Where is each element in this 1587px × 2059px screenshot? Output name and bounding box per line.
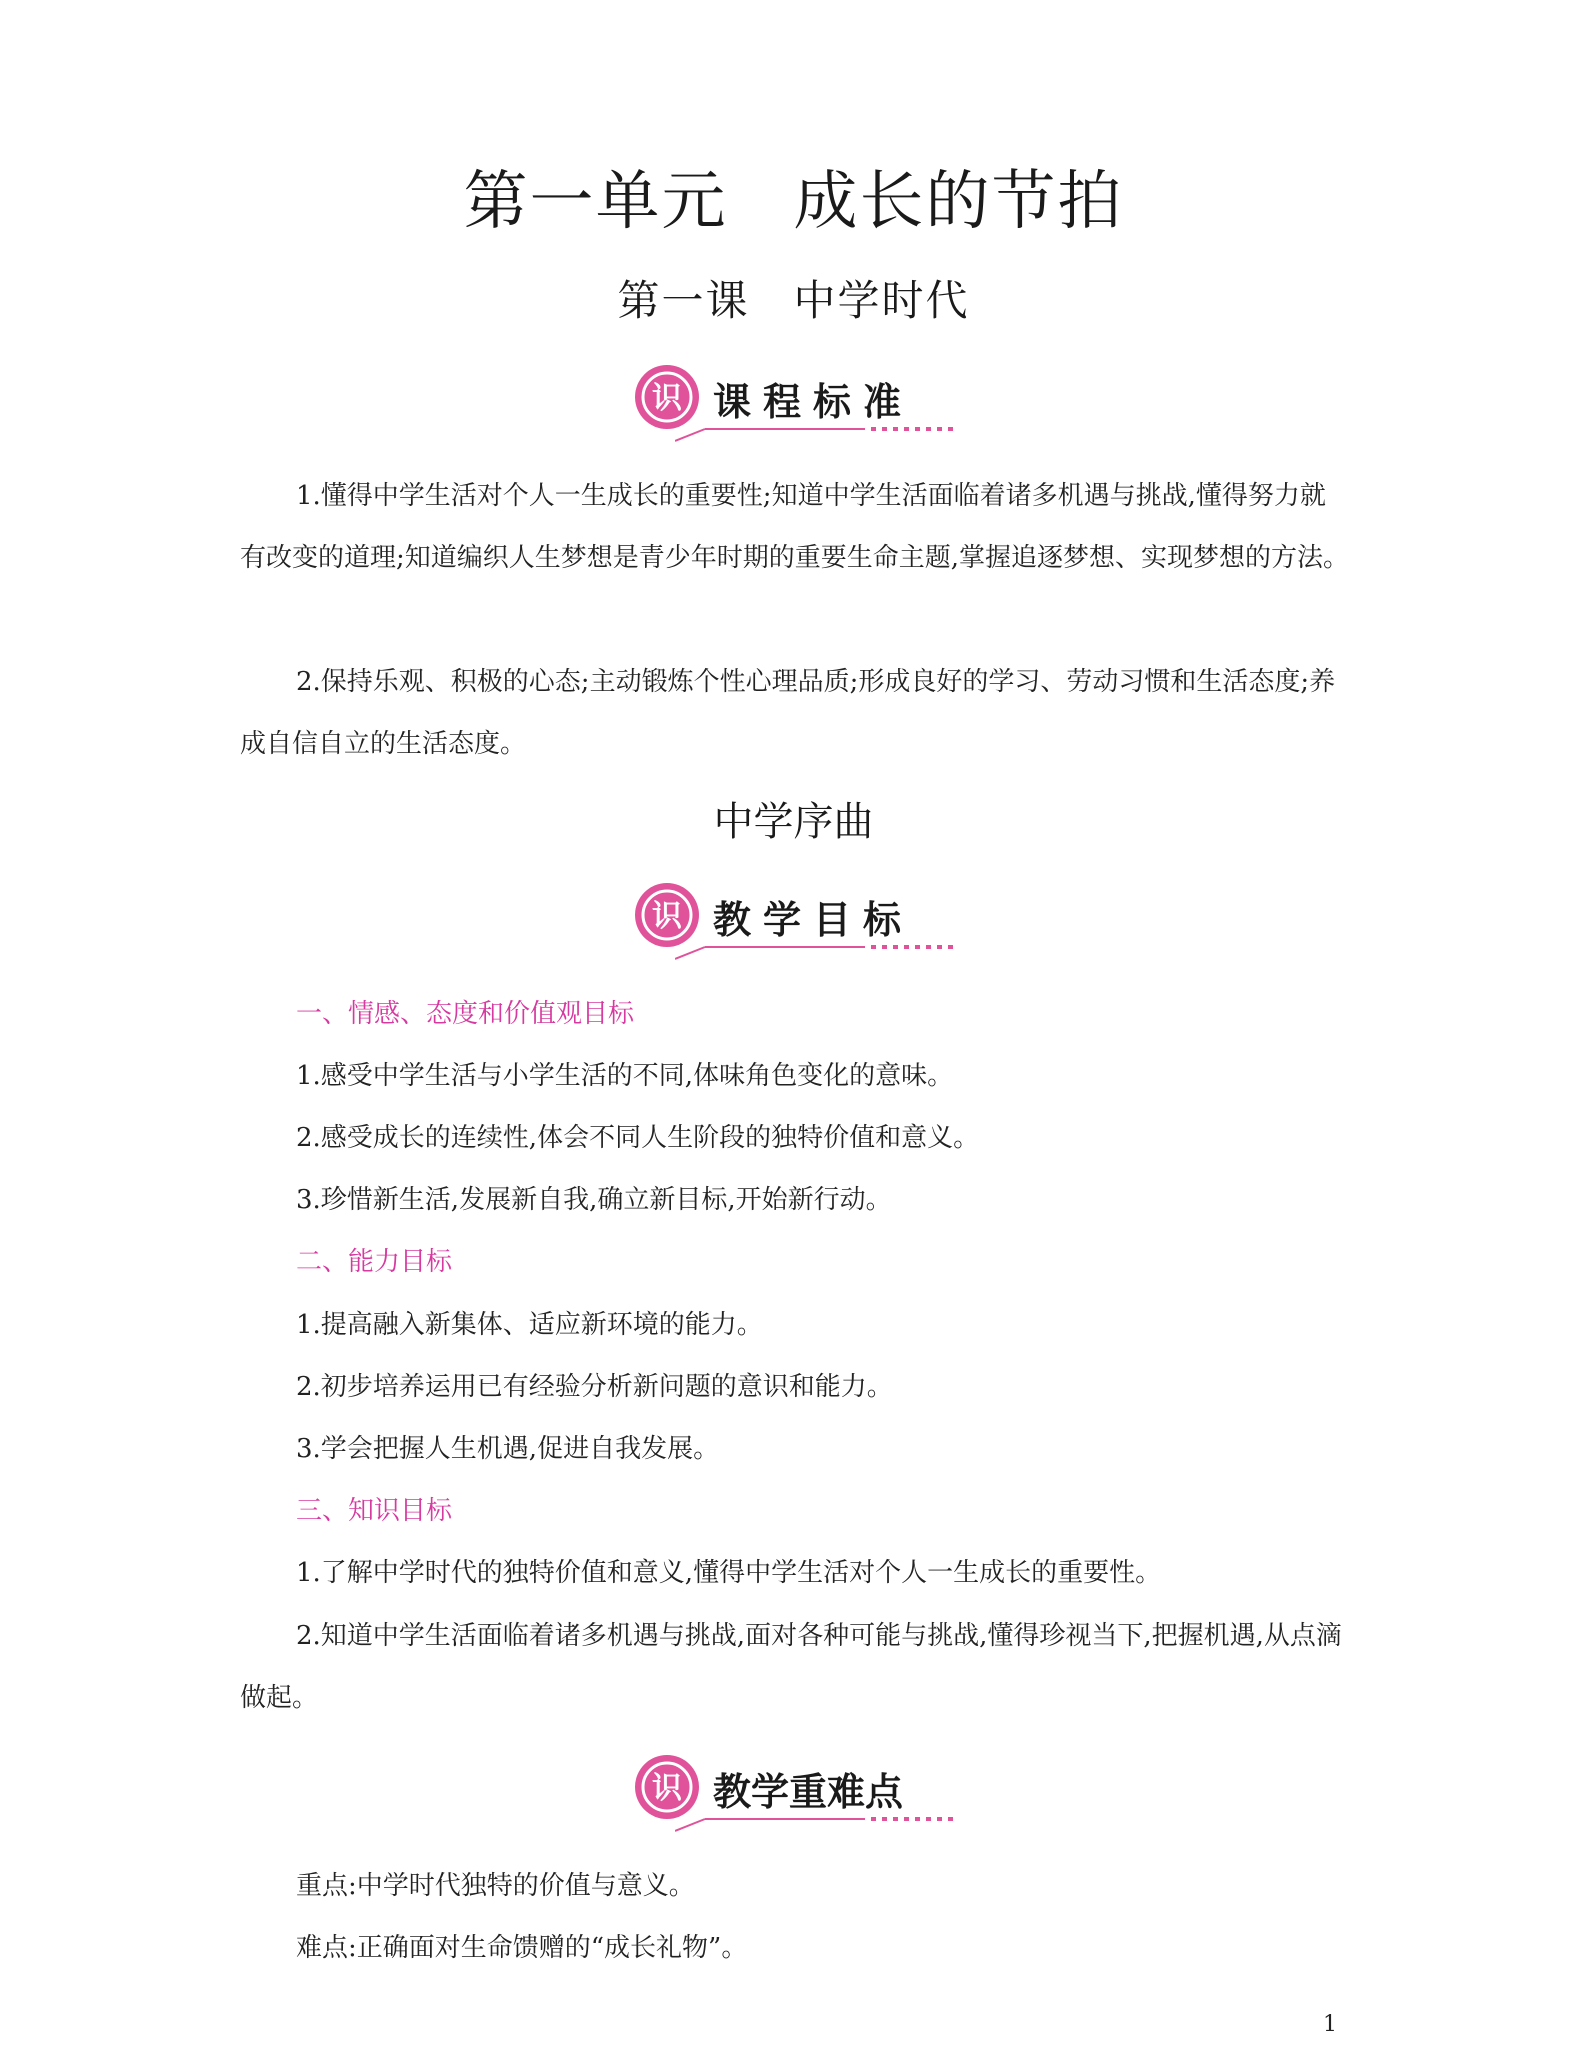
badge-underline xyxy=(675,1815,955,1835)
svg-text:识: 识 xyxy=(652,899,682,934)
emotion-objective-3: 3.珍惜新生活,发展新自我,确立新目标,开始新行动。 xyxy=(296,1185,892,1215)
ability-objectives-heading: 二、能力目标 xyxy=(296,1247,453,1277)
badge-underline xyxy=(675,425,955,445)
badge-label: 教学目标 xyxy=(713,898,914,942)
emotion-objective-2: 2.感受成长的连续性,体会不同人生阶段的独特价值和意义。 xyxy=(296,1123,980,1153)
teaching-objectives-badge xyxy=(635,883,945,963)
difficult-point: 难点:正确面对生命馈赠的“成长礼物”。 xyxy=(296,1933,748,1963)
ability-objective-1: 1.提高融入新集体、适应新环境的能力。 xyxy=(296,1310,763,1340)
page-number: 1 xyxy=(1323,2012,1337,2037)
lesson-title: 第一课 中学时代 xyxy=(617,276,970,325)
curriculum-standards-badge xyxy=(635,365,945,445)
knowledge-icon xyxy=(635,365,699,429)
knowledge-objectives-heading: 三、知识目标 xyxy=(296,1496,453,1526)
curriculum-standard-1: 1.懂得中学生活对个人一生成长的重要性;知道中学生活面临着诸多机遇与挑战,懂得努力就有改变的道理;知道编织人生梦想是青少年时期的重要生命主题,掌握追逐梦想、实现梦想的方法。 xyxy=(240,481,1350,573)
knowledge-objective-2: 2.知道中学生活面临着诸多机遇与挑战,面对各种可能与挑战,懂得珍视当下,把握机遇,从点滴做起。 xyxy=(240,1621,1342,1713)
badge-label: 课程标准 xyxy=(713,380,914,424)
emotion-objectives-heading: 一、情感、态度和价值观目标 xyxy=(296,999,635,1029)
key-difficult-points-badge xyxy=(635,1755,945,1835)
unit-title: 第一单元 成长的节拍 xyxy=(463,165,1124,239)
section-title: 中学序曲 xyxy=(713,799,874,845)
badge-label: 教学重难点 xyxy=(713,1770,904,1814)
ability-objective-2: 2.初步培养运用已有经验分析新问题的意识和能力。 xyxy=(296,1372,893,1402)
knowledge-objective-1: 1.了解中学时代的独特价值和意义,懂得中学生活对个人一生成长的重要性。 xyxy=(296,1558,1162,1588)
knowledge-icon xyxy=(635,1755,699,1819)
svg-text:识: 识 xyxy=(652,1771,682,1806)
svg-text:识: 识 xyxy=(652,381,682,416)
curriculum-standard-2: 2.保持乐观、积极的心态;主动锻炼个性心理品质;形成良好的学习、劳动习惯和生活态度;养成自信自立的生活态度。 xyxy=(240,667,1336,759)
ability-objective-3: 3.学会把握人生机遇,促进自我发展。 xyxy=(296,1434,720,1464)
emotion-objective-1: 1.感受中学生活与小学生活的不同,体味角色变化的意味。 xyxy=(296,1061,954,1091)
key-point: 重点:中学时代独特的价值与意义。 xyxy=(296,1871,695,1901)
badge-underline xyxy=(675,943,955,963)
knowledge-icon xyxy=(635,883,699,947)
